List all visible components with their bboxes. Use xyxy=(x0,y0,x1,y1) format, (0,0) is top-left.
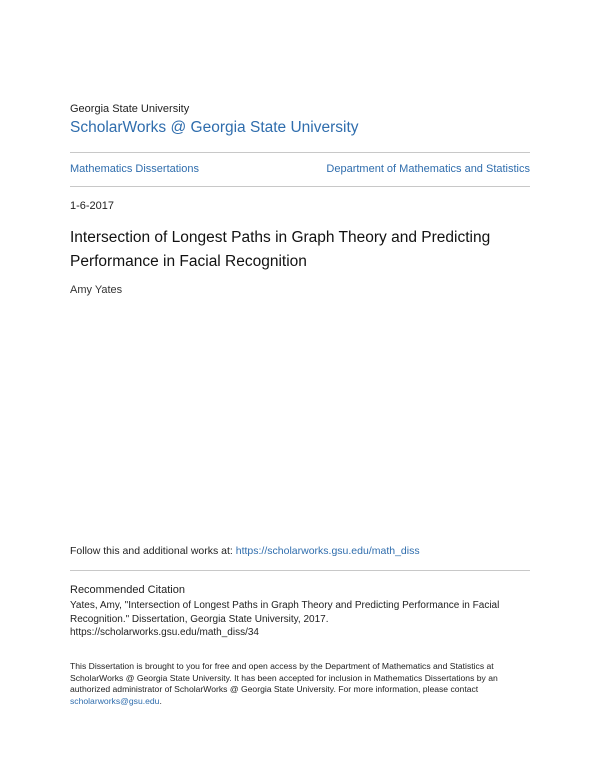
collection-url-link[interactable]: https://scholarworks.gsu.edu/math_diss xyxy=(235,545,420,557)
divider-top xyxy=(70,152,530,153)
citation-text: Yates, Amy, "Intersection of Longest Paths in Graph Theory and Predicting Performance in Facial Recognition." Dissertation, Georgia State University, 2017. xyxy=(70,600,500,625)
document-title: Intersection of Longest Paths in Graph Theory and Predicting Performance in Facial Recognition xyxy=(70,229,491,270)
access-notice-suffix: . xyxy=(159,695,162,706)
citation-body xyxy=(70,599,530,640)
publication-date: 1-6-2017 xyxy=(70,200,115,212)
citation-url: https://scholarworks.gsu.edu/math_diss/34 xyxy=(70,627,259,638)
access-notice-text: This Dissertation is brought to you for free and open access by the Department of Mathematics and Statistics at ScholarWorks @ Georgia State University. It has been accepted for inclusion in Mathematics Dissertations by an authorized administrator of ScholarWorks @ Georgia State University. For more information, please contact xyxy=(70,661,498,694)
citation-heading: Recommended Citation xyxy=(70,584,185,596)
divider-nav xyxy=(70,186,530,187)
divider-citation xyxy=(70,570,530,571)
institution-name: Georgia State University xyxy=(70,103,190,115)
access-notice xyxy=(70,661,532,707)
follow-label: Follow this and additional works at: xyxy=(70,545,236,557)
collection-link[interactable]: Mathematics Dissertations xyxy=(70,163,199,175)
contact-email-link[interactable]: scholarworks@gsu.edu xyxy=(70,695,160,706)
repository-link[interactable]: ScholarWorks @ Georgia State University xyxy=(70,119,359,136)
follow-line xyxy=(70,545,420,557)
department-link[interactable]: Department of Mathematics and Statistics xyxy=(326,163,530,175)
author-name: Amy Yates xyxy=(70,284,123,296)
